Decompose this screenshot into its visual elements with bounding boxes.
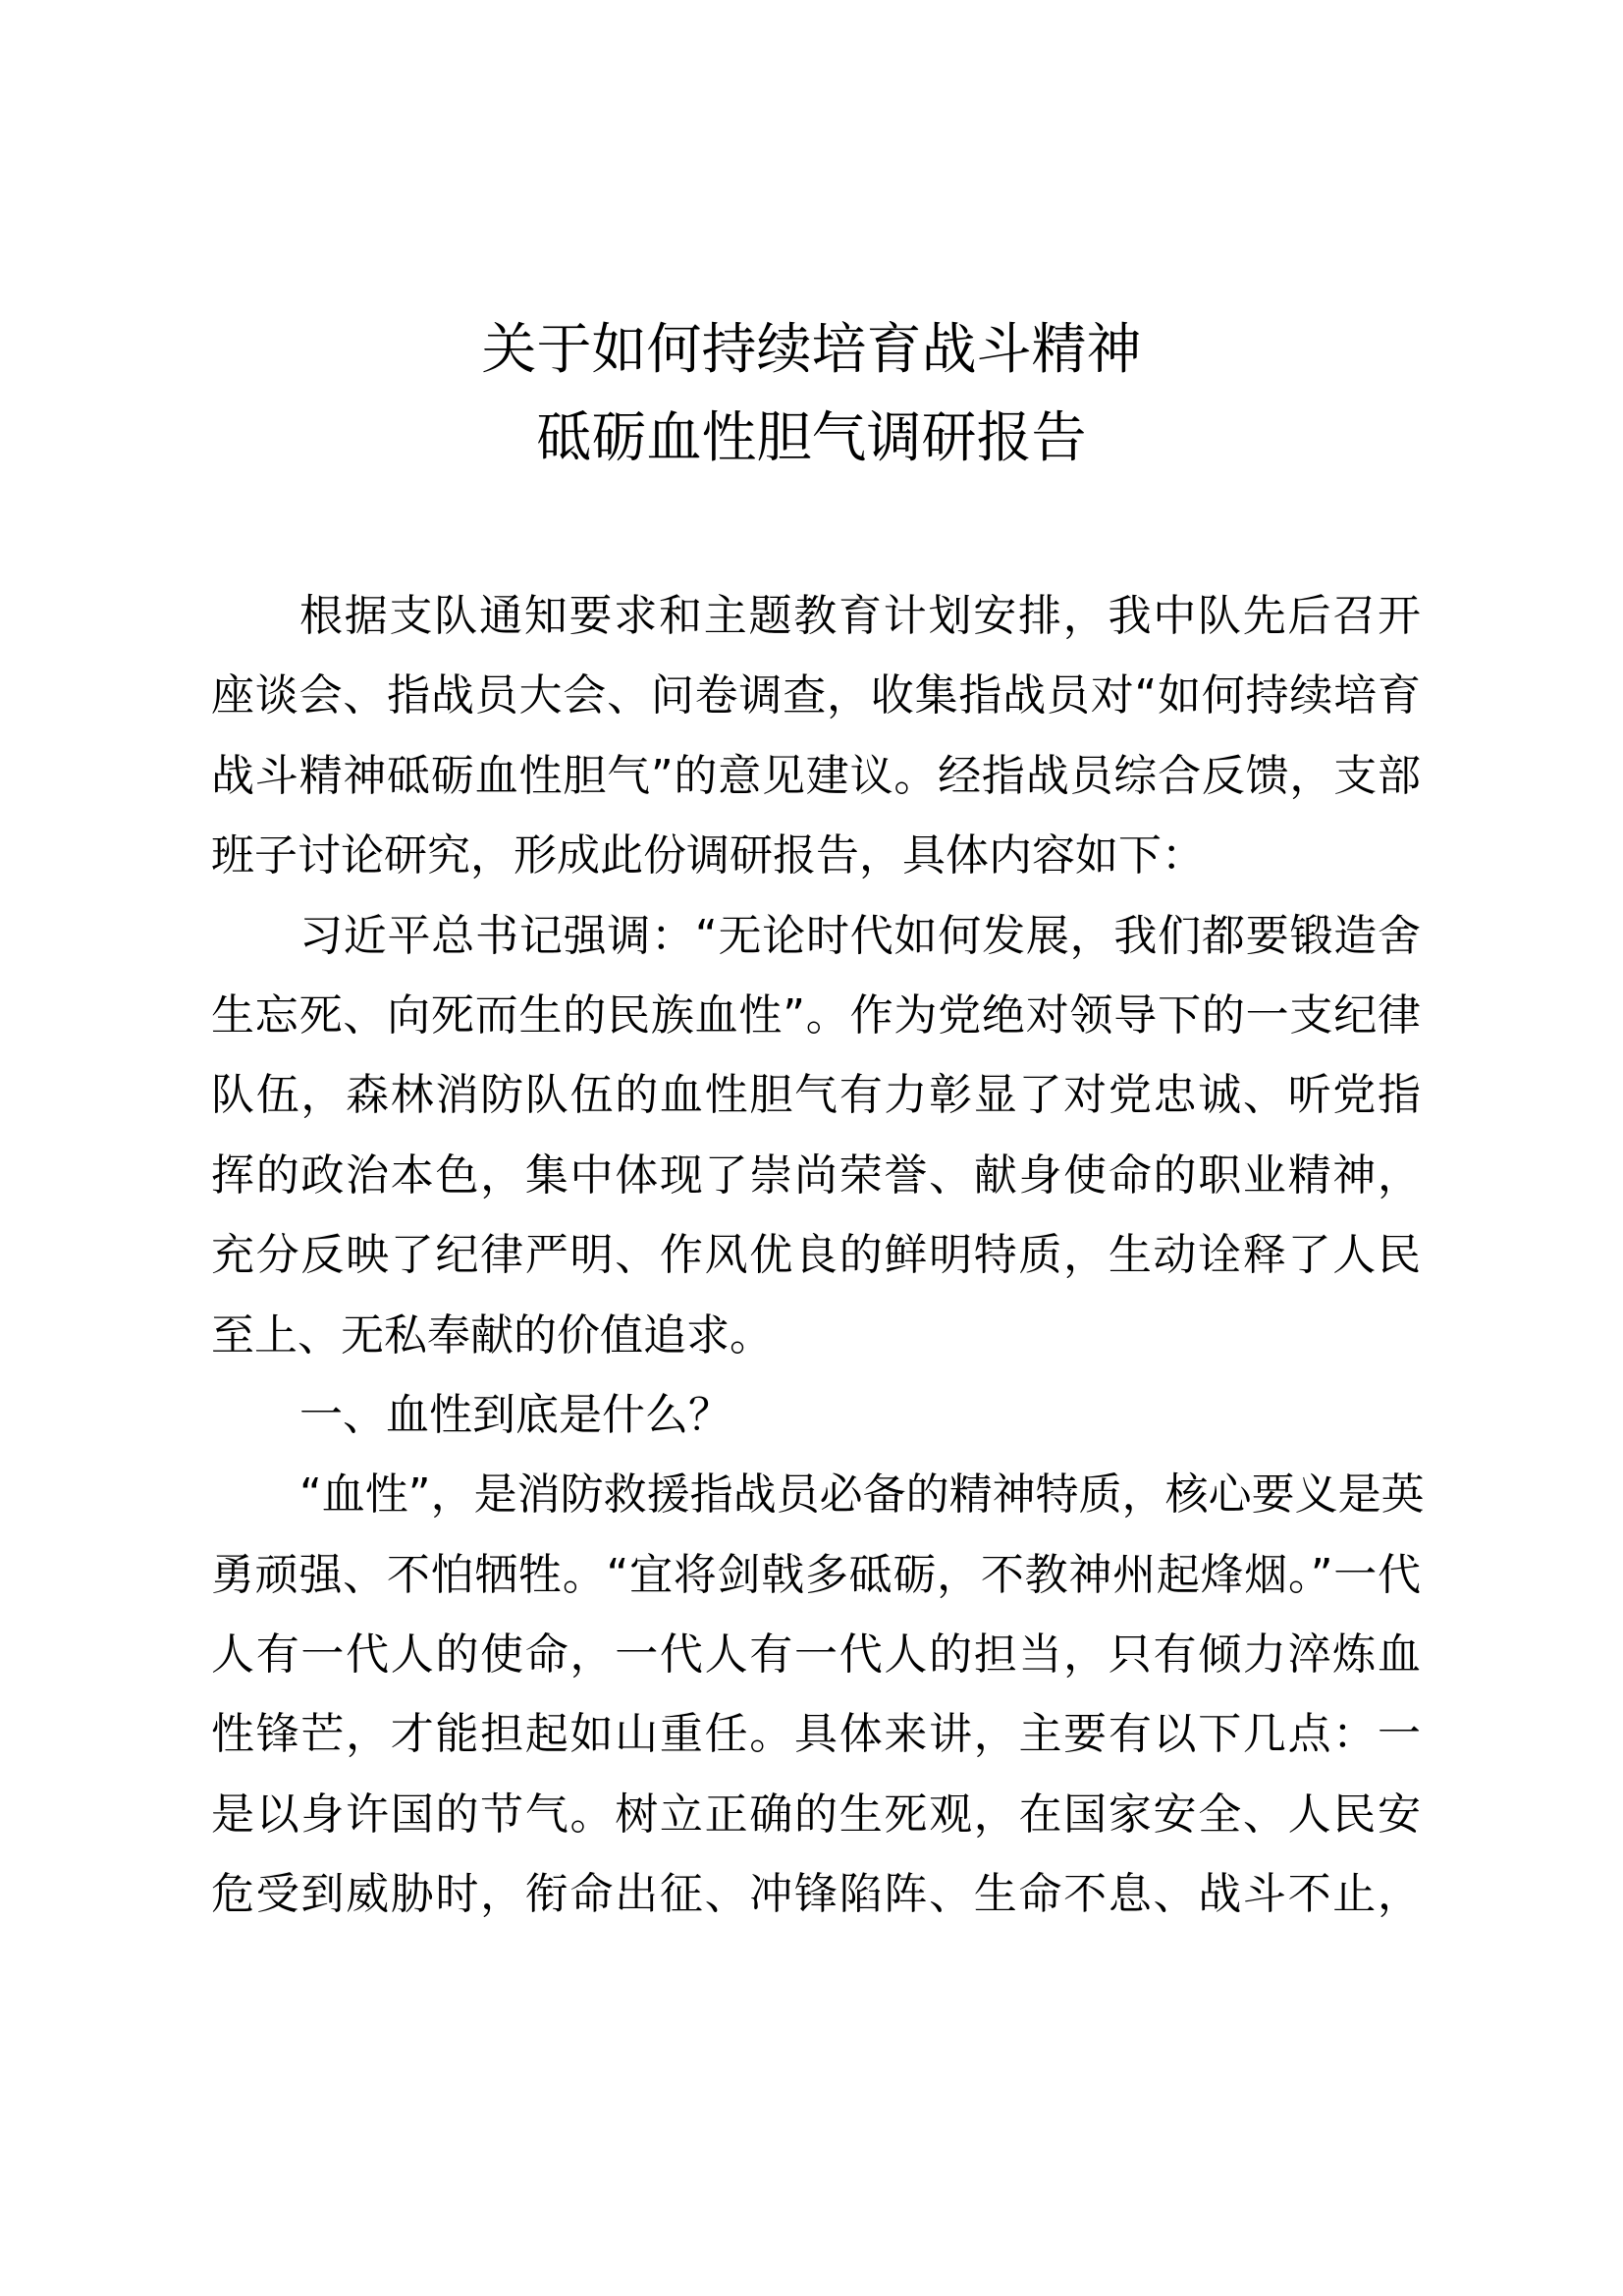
- text-line: 座谈会、指战员大会、问卷调查，收集指战员对“如何持续培育: [211, 670, 1421, 721]
- text-line: 生忘死、向死而生的民族血性”。作为党绝对领导下的一支纪律: [211, 989, 1421, 1041]
- text-line: 战斗精神砥砺血性胆气”的意见建议。经指战员综合反馈，支部: [211, 750, 1421, 801]
- section-heading: [211, 1375, 1421, 1455]
- text-line: 队伍，森林消防队伍的血性胆气有力彰显了对党忠诚、听党指: [211, 1070, 1421, 1121]
- text-line: 至上、无私奉献的价值追求。: [211, 1309, 773, 1361]
- title-line-1: 关于如何持续培育战斗精神: [481, 318, 1142, 382]
- paragraph-section-1: [211, 1455, 1425, 1934]
- paragraph-quote: [211, 896, 1421, 1375]
- document-title: [0, 306, 1623, 483]
- text-line: 挥的政治本色，集中体现了崇尚荣誉、献身使命的职业精神，: [211, 1149, 1421, 1201]
- title-line-2: 砥砺血性胆气调研报告: [536, 406, 1087, 470]
- text-line: 充分反映了纪律严明、作风优良的鲜明特质，生动诠释了人民: [211, 1230, 1421, 1281]
- document-body: [211, 576, 1425, 1935]
- text-line: 人有一代人的使命，一代人有一代人的担当，只有倾力淬炼血: [211, 1629, 1421, 1681]
- paragraph-intro: [211, 576, 1421, 896]
- text-line: 班子讨论研究，形成此份调研报告，具体内容如下：: [211, 830, 1205, 881]
- heading-line: 一、血性到底是什么？: [299, 1389, 731, 1440]
- text-line: 习近平总书记强调：“无论时代如何发展，我们都要锻造舍: [299, 910, 1421, 961]
- text-line: 根据支队通知要求和主题教育计划安排，我中队先后召开: [299, 591, 1421, 641]
- text-line: “血性”，是消防救援指战员必备的精神特质，核心要义是英: [299, 1469, 1425, 1521]
- text-line: 危受到威胁时，衔命出征、冲锋陷阵、生命不息、战斗不止，: [211, 1869, 1421, 1920]
- text-line: 是以身许国的节气。树立正确的生死观，在国家安全、人民安: [211, 1789, 1421, 1840]
- text-line: 勇顽强、不怕牺牲。“宜将剑戟多砥砺，不教神州起烽烟。”一代: [211, 1549, 1421, 1600]
- text-line: 性锋芒，才能担起如山重任。具体来讲，主要有以下几点：一: [211, 1709, 1421, 1760]
